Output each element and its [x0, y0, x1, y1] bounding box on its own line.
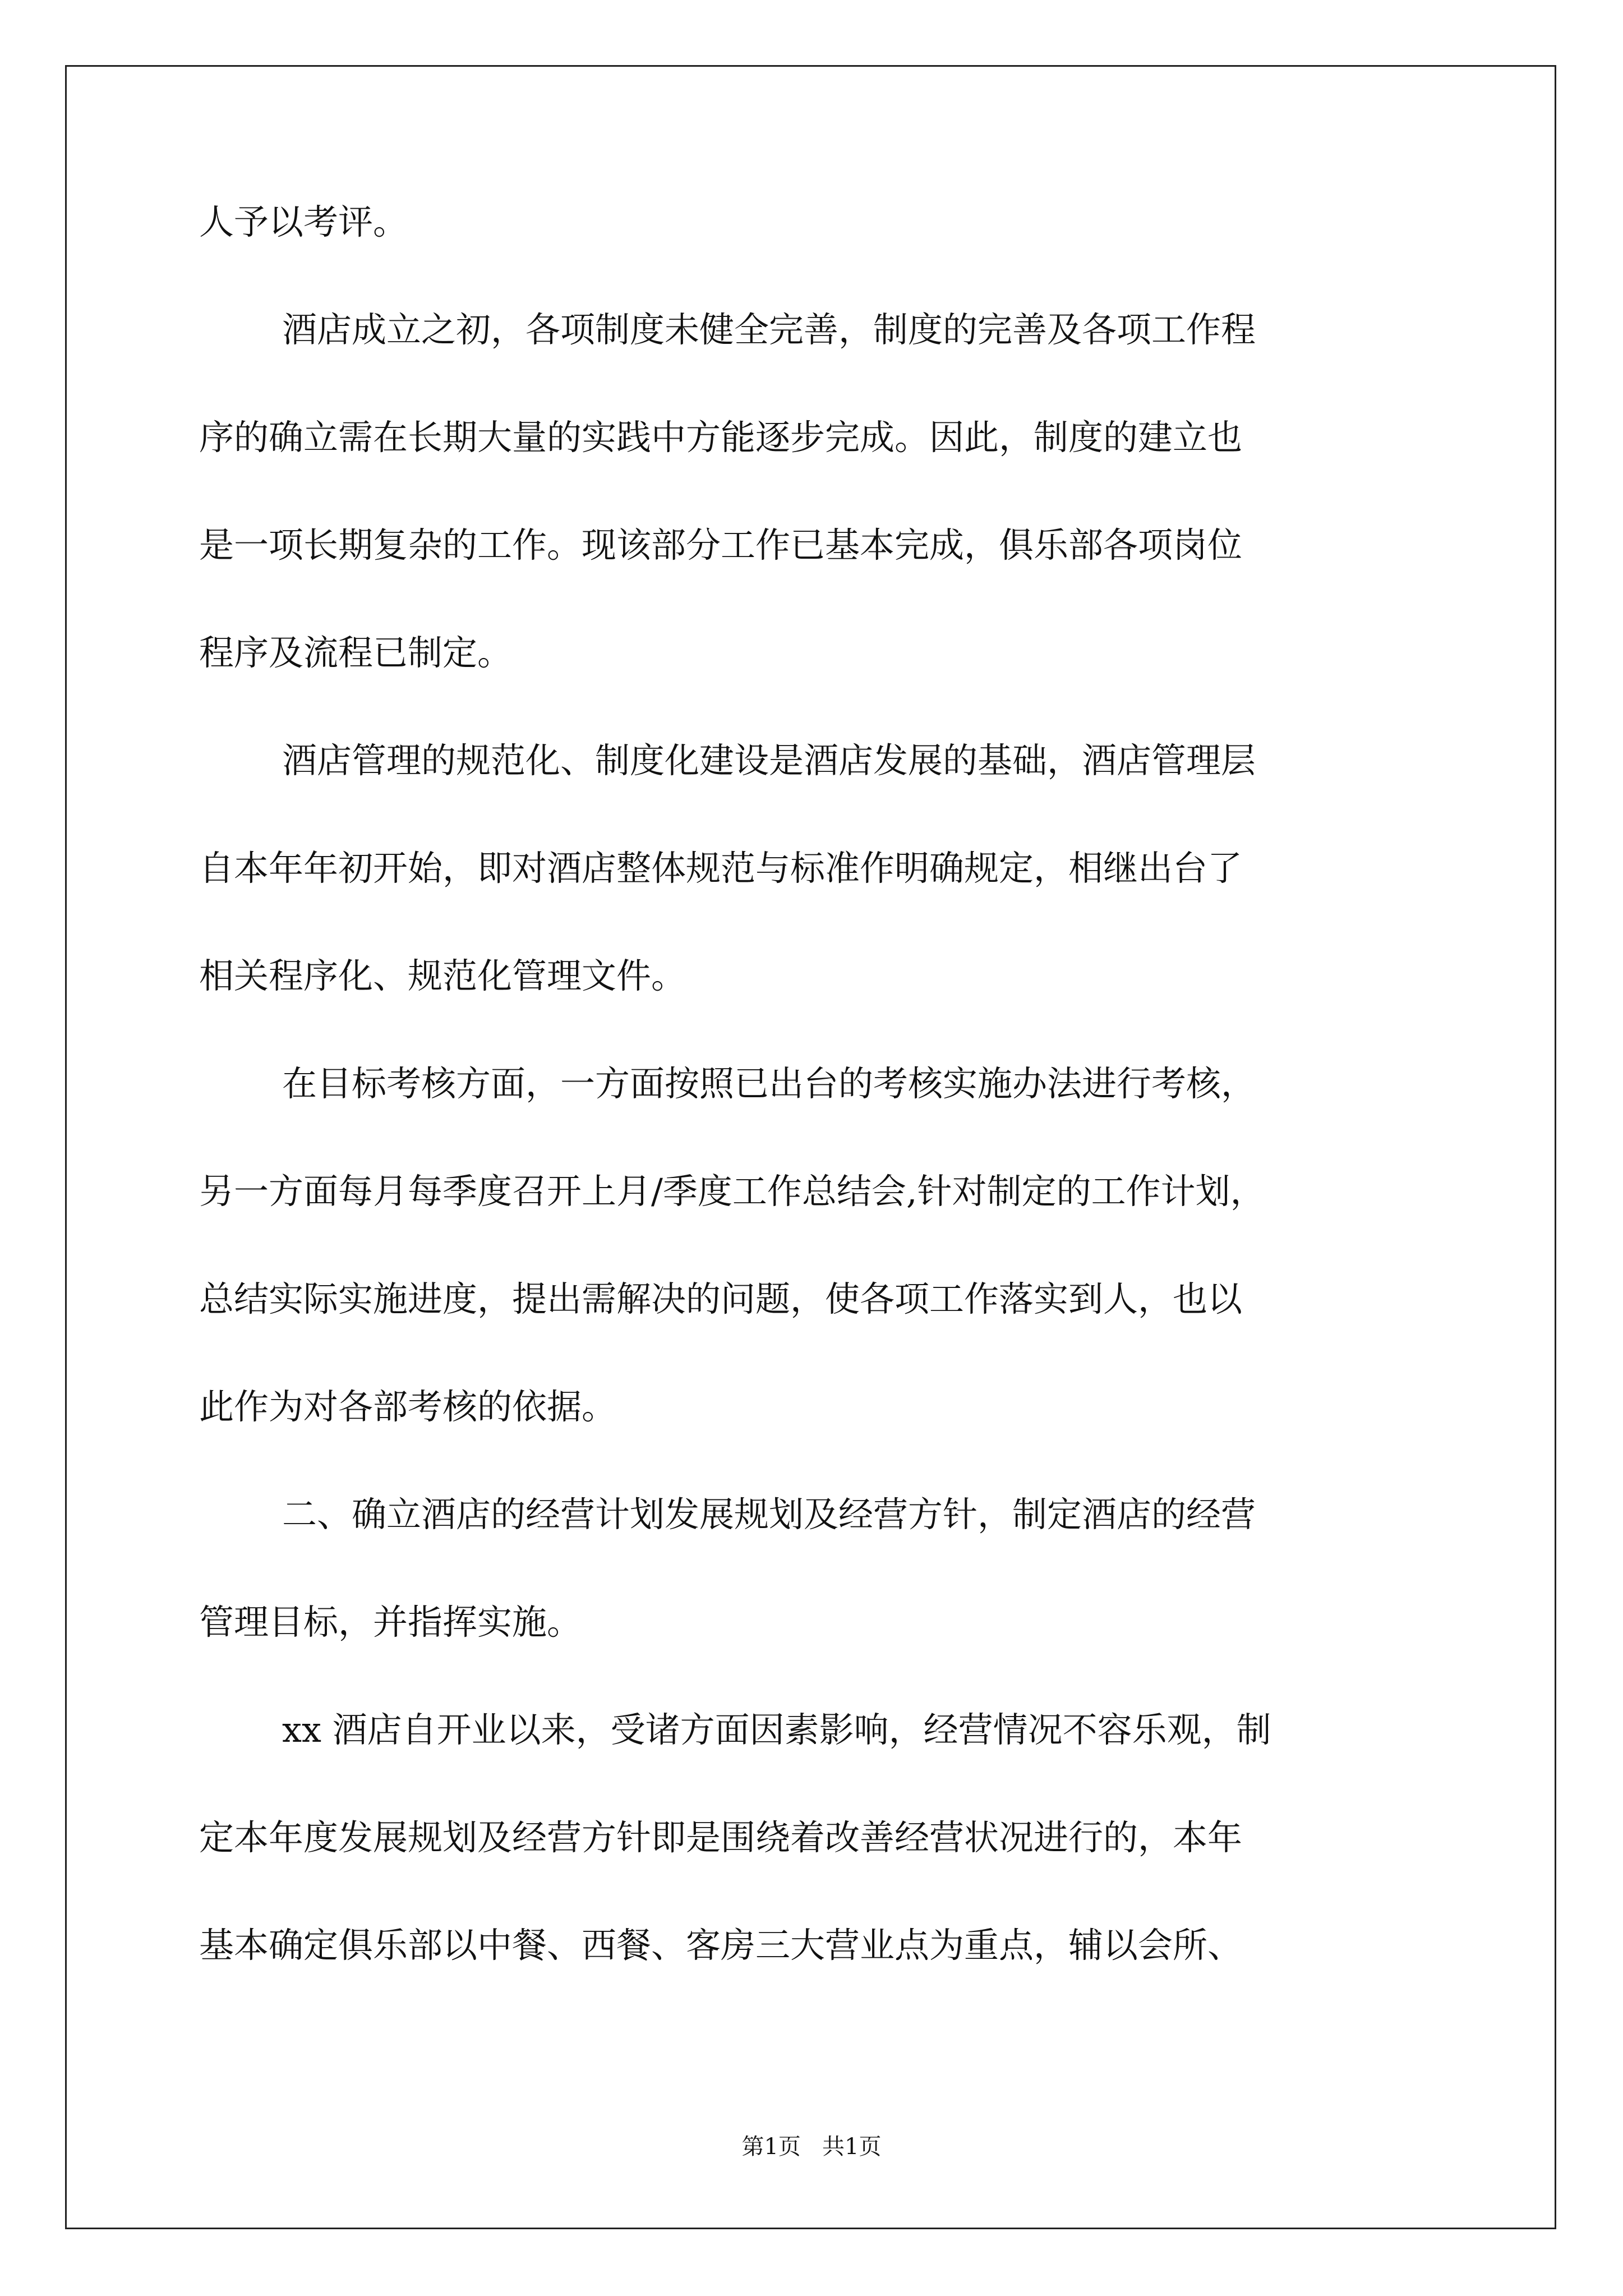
page-number-footer: 第1页 共1页: [741, 2134, 882, 2160]
text-line: 自本年年初开始，即对酒店整体规范与标准作明确规定，相继出台了: [199, 848, 1243, 889]
text-line: 是一项长期复杂的工作。现该部分工作已基本完成，俱乐部各项岗位: [199, 524, 1243, 565]
text-line: 序的确立需在长期大量的实践中方能逐步完成。因此，制度的建立也: [199, 417, 1243, 458]
text-line: 管理目标，并指挥实施。: [199, 1602, 582, 1642]
text-line: 程序及流程已制定。: [199, 632, 513, 673]
text-line: 此作为对各部考核的依据。: [199, 1386, 617, 1427]
text-line: 酒店管理的规范化、制度化建设是酒店发展的基础，酒店管理层: [282, 740, 1256, 781]
text-line: 总结实际实施进度，提出需解决的问题，使各项工作落实到人，也以: [199, 1278, 1243, 1319]
text-line: 在目标考核方面，一方面按照已出台的考核实施办法进行考核，: [282, 1063, 1256, 1104]
text-line: 酒店成立之初，各项制度未健全完善，制度的完善及各项工作程: [282, 309, 1256, 350]
text-line: 二、确立酒店的经营计划发展规划及经营方针，制定酒店的经营: [282, 1494, 1256, 1535]
text-line: 另一方面每月每季度召开上月/季度工作总结会,针对制定的工作计划，: [199, 1171, 1265, 1212]
text-line: 人予以考评。: [199, 201, 408, 242]
text-line: xx 酒店自开业以来，受诸方面因素影响，经营情况不容乐观，制: [282, 1709, 1271, 1750]
text-line: 基本确定俱乐部以中餐、西餐、客房三大营业点为重点，辅以会所、: [199, 1925, 1243, 1966]
text-line: 相关程序化、规范化管理文件。: [199, 955, 686, 996]
text-line: 定本年度发展规划及经营方针即是围绕着改善经营状况进行的，本年: [199, 1817, 1243, 1858]
document-body: [199, 202, 1433, 2033]
